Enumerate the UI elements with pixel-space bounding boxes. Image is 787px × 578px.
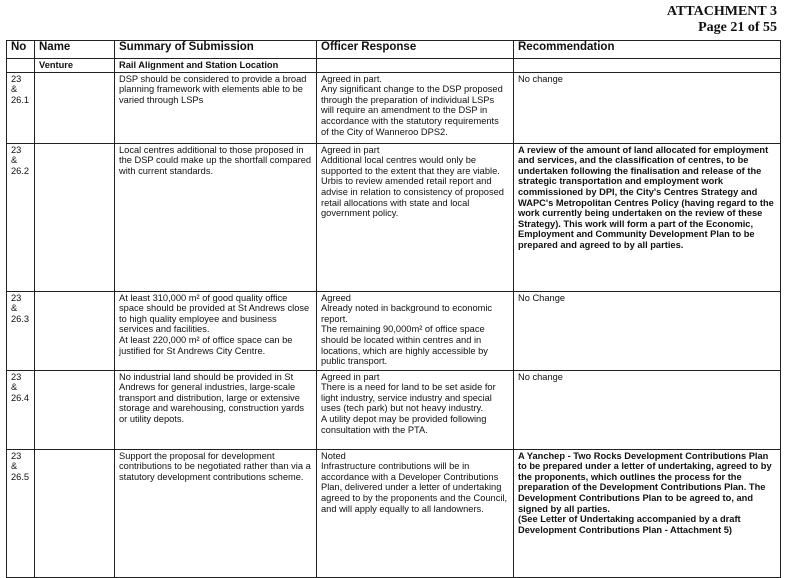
table-row [7,291,781,370]
col-header-summary: Summary of Submission [115,41,317,59]
subheader-summary: Rail Alignment and Station Location [115,59,317,73]
officer-line: Agreed in part [321,144,380,155]
col-header-name: Name [35,41,115,59]
officer-line: Any significant change to the DSP proposed through the preparation of individual LSPs will require an amendment to the DSP in accordance with the statutory requirements of the City of Wanneroo DPS2. [321,84,503,137]
table-row [7,449,781,577]
subheader-name: Venture [35,59,115,73]
row-officer-response [317,291,514,370]
row-number: 23 & 26.3 [7,291,35,370]
officer-line: A utility depot may be provided following consultation with the PTA. [321,413,487,435]
row-summary: Support the proposal for development contributions to be negotiated rather than via a statutory development contributions scheme. [115,449,317,577]
row-summary [115,291,317,370]
table-row [7,72,781,143]
officer-line: Agreed in part [321,371,380,382]
subheader-officer [317,59,514,73]
recommendation-line: (See Letter of Undertaking accompanied by a draft Development Contributions Plan - Attachment 5) [518,514,741,535]
row-name [35,291,115,370]
row-officer-response [317,143,514,291]
section-subheader-row [7,59,781,73]
officer-line: There is a need for land to be set aside for light industry, service industry and special uses (tech park) but not heavy industry. [321,382,496,414]
row-recommendation [514,449,781,577]
col-header-recommendation: Recommendation [514,41,781,59]
recommendation-line: A Yanchep - Two Rocks Development Contributions Plan to be prepared under a letter of undertaking, agreed to by the proponents, which outlines the process for the preparation of the Development Contributions Plan. The Development Contributions Plan to be agreed to, and signed by all parties. [518,450,772,514]
officer-line: The remaining 90,000m² of office space should be located within centres and in locations, which are highly accessible by public transport. [321,324,488,367]
page-number: Page 21 of 55 [698,20,777,35]
row-number: 23 & 26.1 [7,72,35,143]
officer-line: Infrastructure contributions will be in accordance with a Developer Contributions Plan, delivered under a letter of undertaking agreed to by the proponents and the Council, and will apply equally to all landowners. [321,461,508,514]
row-recommendation: A review of the amount of land allocated for employment and services, and the classification of centres, to be undertaken following the finalisation and release of the strategic transportation and employment work commissioned by DPI, the City's Centres Strategy and WAPC's Metropolitan Centres Policy (having regard to the work currently being undertaken on the review of these Strategy). This work will form a part of the Economic, Employment and Community Development Plan to be prepared and agreed to by all parties. [514,143,781,291]
row-recommendation: No change [514,72,781,143]
row-name [35,370,115,449]
table-row [7,143,781,291]
row-number: 23 & 26.5 [7,449,35,577]
row-officer-response [317,370,514,449]
row-recommendation: No change [514,370,781,449]
row-recommendation: No Change [514,291,781,370]
officer-line: Noted [321,450,346,461]
officer-line: Agreed [321,292,351,303]
row-number: 23 & 26.4 [7,370,35,449]
submissions-table [6,40,781,578]
subheader-recommendation [514,59,781,73]
attachment-label: ATTACHMENT 3 [666,4,777,19]
officer-line: Additional local centres would only be supported to the extent that they are viable. [321,155,500,176]
row-summary: DSP should be considered to provide a broad planning framework with elements able to be varied through LSPs [115,72,317,143]
attachment-header [667,4,777,36]
row-name [35,449,115,577]
officer-line: Urbis to review amended retail report and advise in relation to consistency of proposed retail allocations with state and local government policy. [321,176,504,219]
table-row [7,370,781,449]
row-number: 23 & 26.2 [7,143,35,291]
summary-line: At least 220,000 m² of office space can be justified for St Andrews City Centre. [119,334,293,356]
row-name [35,72,115,143]
col-header-no: No [7,41,35,59]
summary-line: At least 310,000 m² of good quality office space should be provided at St Andrews close to high quality employee and business services and facilities. [119,292,310,335]
col-header-officer: Officer Response [317,41,514,59]
row-name [35,143,115,291]
table-header-row [7,41,781,59]
subheader-no [7,59,35,73]
row-summary: Local centres additional to those proposed in the DSP could make up the shortfall compared with current standards. [115,143,317,291]
officer-line: Already noted in background to economic report. [321,303,493,324]
row-officer-response [317,449,514,577]
row-officer-response [317,72,514,143]
officer-line: Agreed in part. [321,73,382,84]
row-summary: No industrial land should be provided in St Andrews for general industries, large-scale transport and distribution, large or extensive storage and warehousing, construction yards or utility depots. [115,370,317,449]
